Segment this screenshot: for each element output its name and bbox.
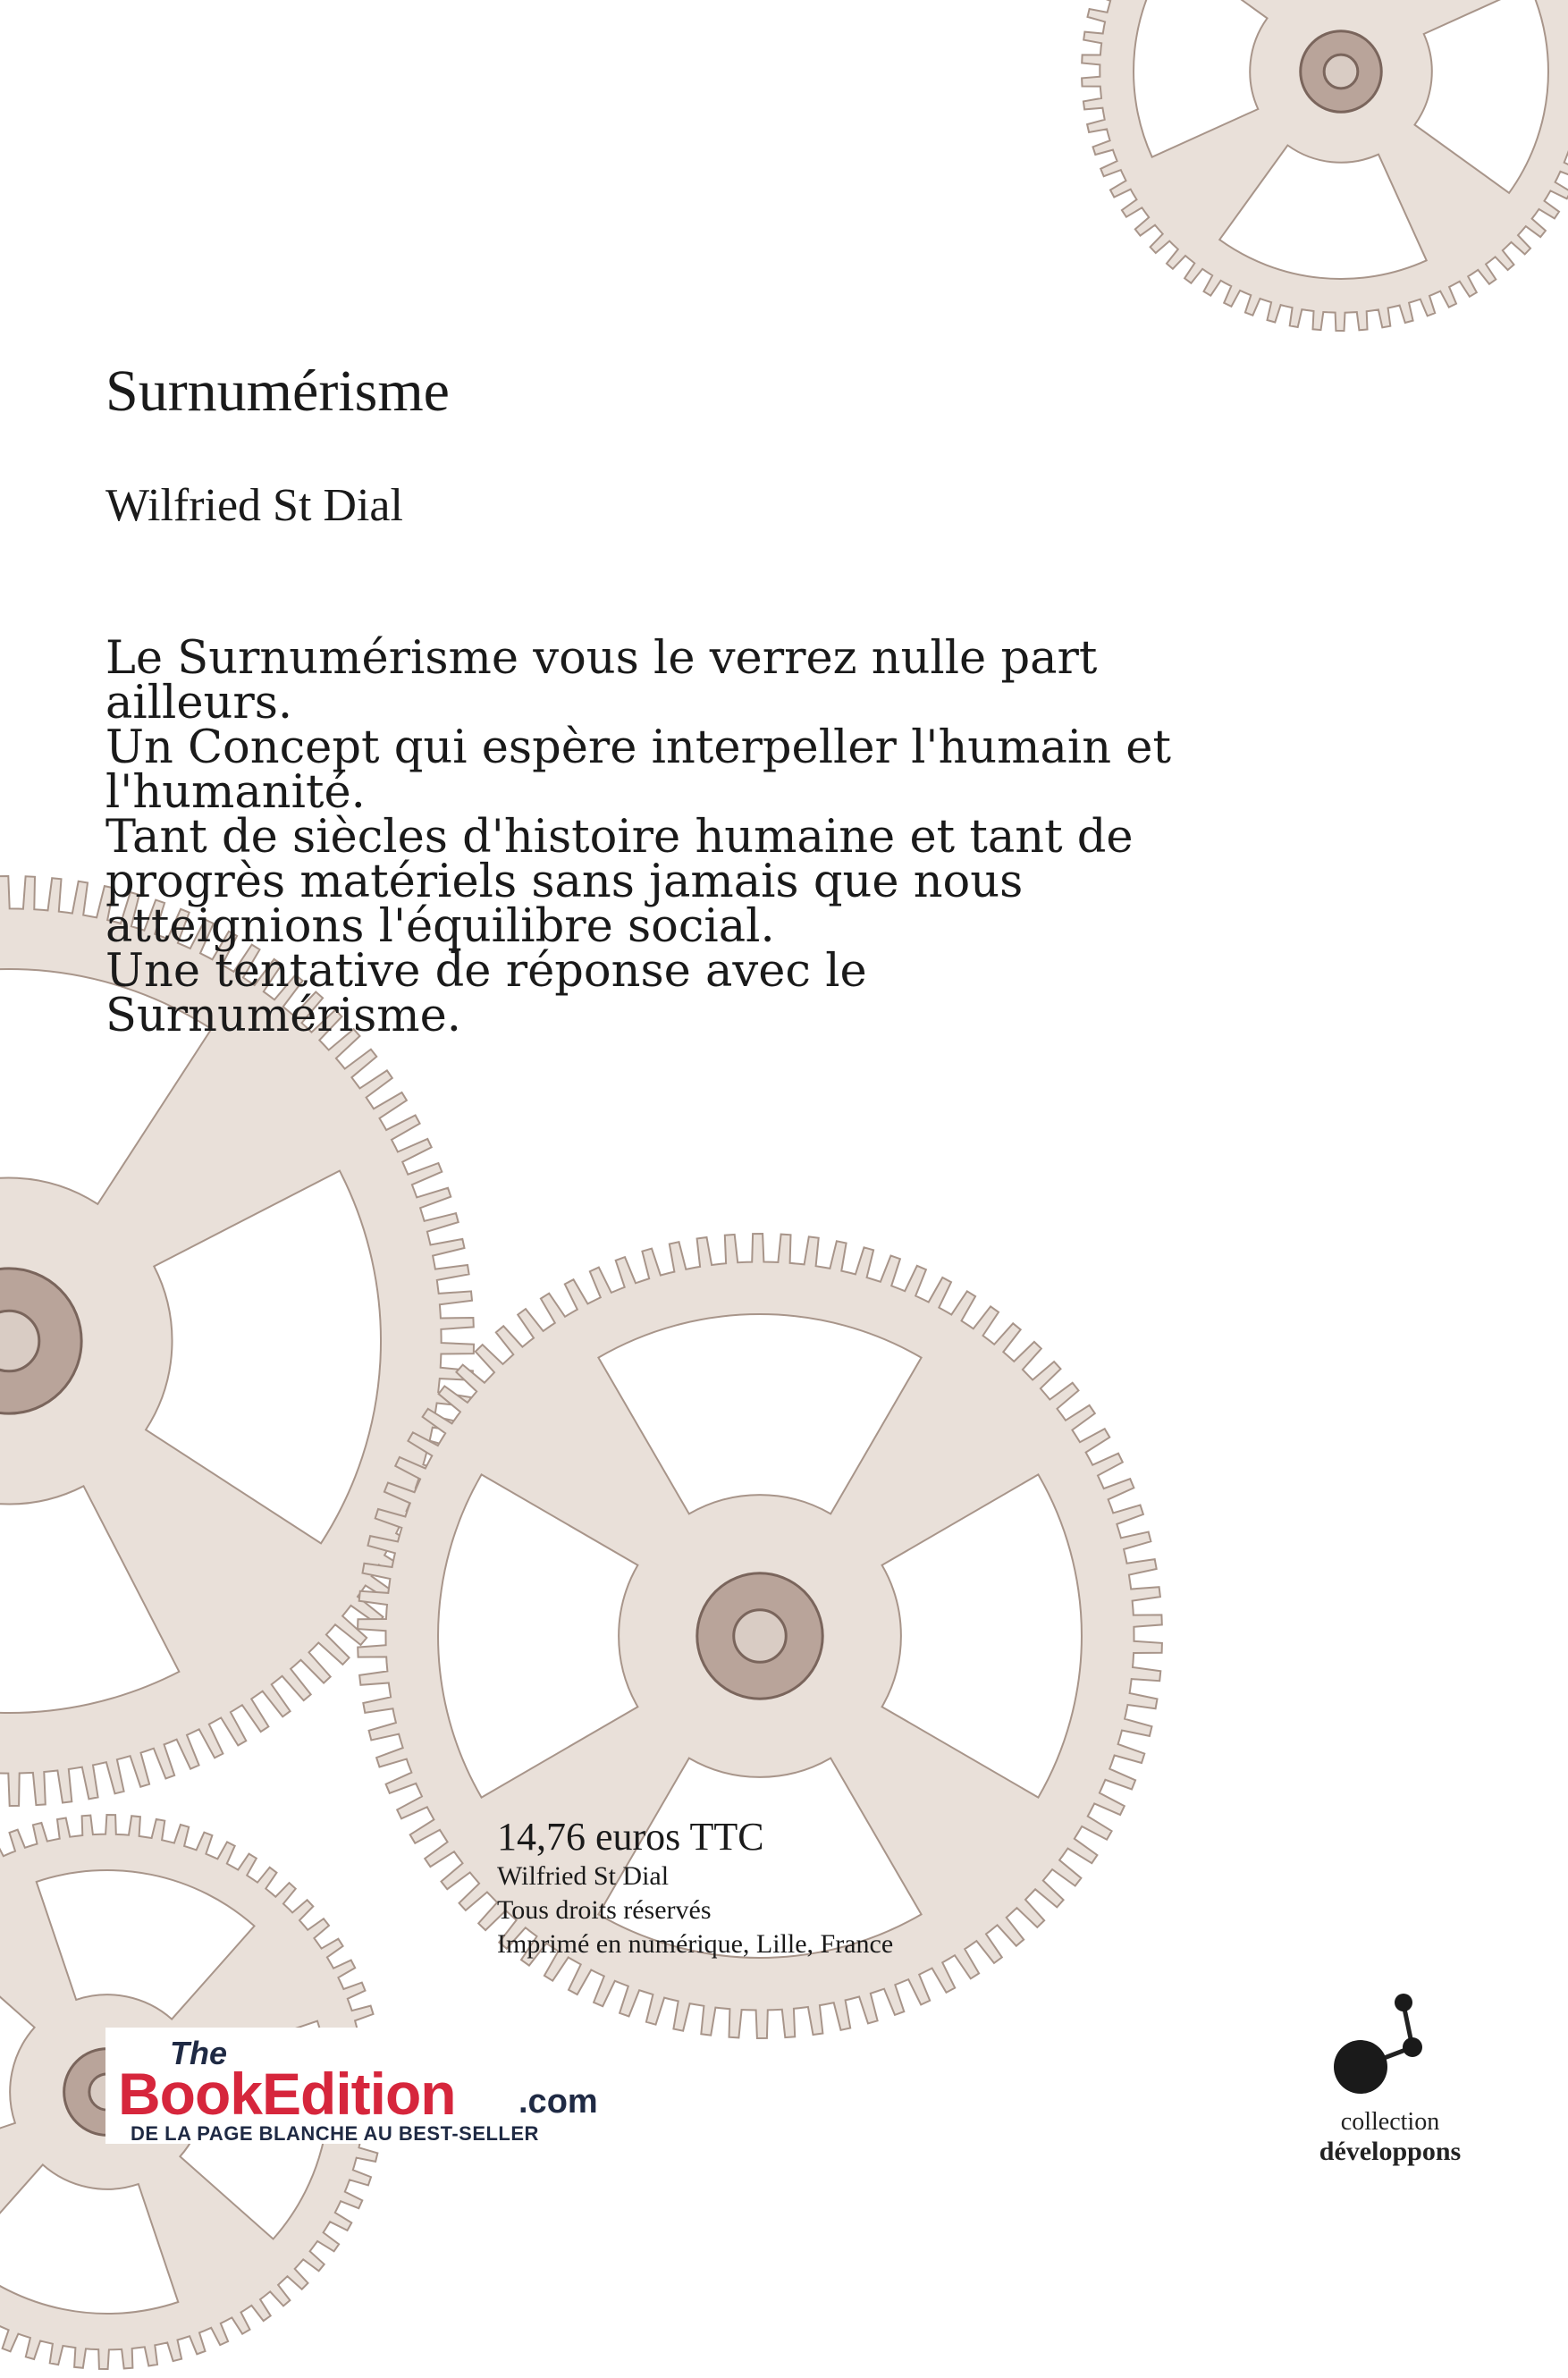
- imprint-rights: Tous droits réservés: [497, 1895, 712, 1925]
- logo-tagline: DE LA PAGE BLANCHE AU BEST-SELLER: [131, 2122, 539, 2145]
- collection-word: collection: [1340, 2108, 1440, 2136]
- book-author: Wilfried St Dial: [105, 480, 403, 531]
- blurb-line: atteignions l'équilibre social.: [105, 900, 775, 953]
- blurb-line: l'humanité.: [105, 766, 366, 819]
- gear-top-right-icon: [1073, 0, 1568, 340]
- imprint-author: Wilfried St Dial: [497, 1861, 670, 1891]
- logo-domain: .com: [518, 2083, 598, 2121]
- molecule-icon: [1332, 1986, 1448, 2103]
- book-title: Surnumérisme: [105, 358, 450, 424]
- blurb-line: Un Concept qui espère interpeller l'humain et: [105, 721, 1171, 774]
- blurb-line: Le Surnumérisme vous le verrez nulle part: [105, 632, 1098, 685]
- imprint-printed: Imprimé en numérique, Lille, France: [497, 1929, 894, 1959]
- publisher-logo: [105, 2028, 629, 2144]
- blurb-line: Surnumérisme.: [105, 990, 462, 1042]
- collection-label: [1314, 2108, 1466, 2167]
- price: 14,76 euros TTC: [497, 1815, 764, 1859]
- imprint-block: [497, 1815, 893, 1961]
- logo-the: The: [170, 2035, 228, 2071]
- blurb-line: ailleurs.: [105, 677, 293, 729]
- collection-name: développons: [1319, 2137, 1462, 2166]
- blurb-line: progrès matériels sans jamais que nous: [105, 856, 1024, 908]
- blurb-line: Une tentative de réponse avec le: [105, 945, 867, 998]
- logo-brand: BookEdition: [118, 2061, 456, 2127]
- book-blurb: [105, 632, 1268, 1042]
- blurb-line: Tant de siècles d'histoire humaine et tant de: [105, 811, 1134, 864]
